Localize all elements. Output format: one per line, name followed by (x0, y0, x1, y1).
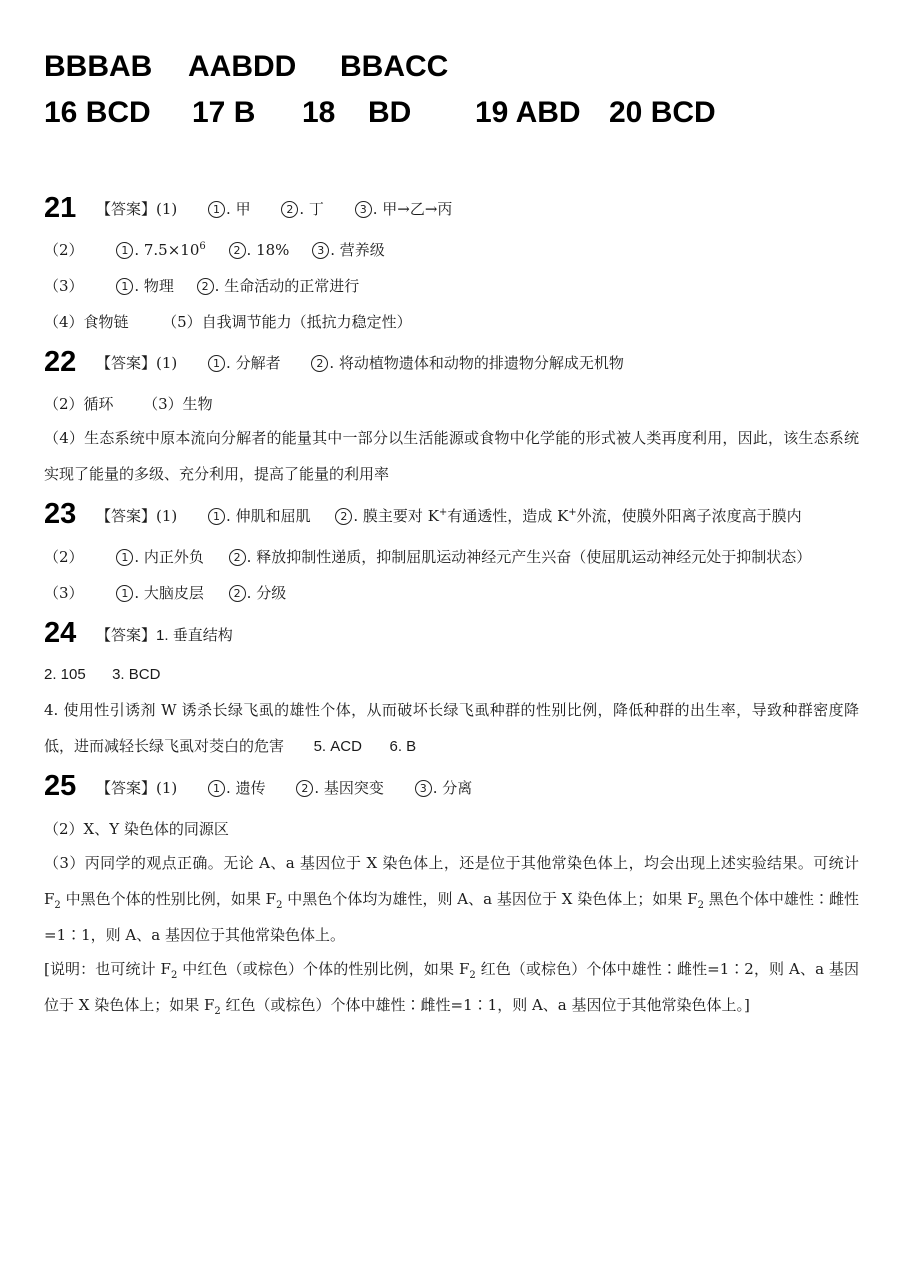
q21-2-a: 7.5×10 (143, 241, 200, 259)
q24-line3 (44, 692, 859, 765)
q24-line2 (44, 665, 160, 685)
subscript-2: 2 (54, 900, 61, 911)
circle-1-icon: 1 (208, 201, 225, 218)
q21-3-a: 物理 (143, 277, 174, 295)
q25-note-t2: 中红色（或棕色）个体的性别比例，如果 F (177, 960, 470, 978)
q22-number: 22 (44, 346, 77, 378)
q21-line2: （2） 1 . $7.5\times 10^6$ 2 . 18% 3 . 营养级 (44, 241, 385, 259)
q25-number: 25 (44, 770, 77, 802)
q25-note-t3: 红色（或棕色）个体中雄性∶雌性=1∶2，则 A、a 基因位于 X 染色体上；如果 F (44, 960, 859, 1014)
q21-2-a-exp: 6 (199, 241, 206, 252)
q23-1-b-mid: 有通透性，造成 K (447, 507, 569, 525)
q25-3-t4: 黑色个体中雄性∶雌性=1∶1，则 A、a 基因位于其他常染色体上。 (44, 890, 859, 944)
q25-line2: （2）X、Y 染色体的同源区 (44, 820, 229, 838)
q25-note-t1: [说明：也可统计 F (44, 960, 171, 978)
q23-number: 23 (44, 498, 77, 530)
q22-1-a: 分解者 (235, 354, 281, 372)
q25-line1: 【答案】(1) 1 . 遗传 2 . 基因突变 3 . 分离 (96, 779, 473, 797)
q23-2-b: 释放抑制性递质，抑制屈肌运动神经元产生兴奋（使屈肌运动神经元处于抑制状态） (256, 548, 812, 566)
q21-4: （4）食物链 (44, 313, 129, 331)
circle-2-icon: 2 (311, 355, 328, 372)
circle-1-icon: 1 (208, 355, 225, 372)
mc-q18-ans: BD (368, 96, 412, 129)
subscript-2: 2 (697, 900, 704, 911)
q25-3-t1: （3）丙同学的观点正确。无论 A、a 基因位于 X 染色体上，还是位于其他常染色体上，均会出现上述实验结果。可统计 F (44, 854, 859, 908)
circle-2-icon: 2 (229, 549, 246, 566)
q22-answer-label: 【答案】(1) (96, 354, 178, 372)
q23-1-b-post: 外流，使膜外阳离子浓度高于膜内 (576, 507, 802, 525)
subscript-2: 2 (276, 900, 283, 911)
circle-2-icon: 2 (229, 242, 246, 259)
q22-4: （4）生态系统中原本流向分解者的能量其中一部分以生活能源或食物中化学能的形式被人类再度利用，因此，该生态系统实现了能量的多级、充分利用，提高了能量的利用率 (44, 429, 859, 483)
q21-3-b: 生命活动的正常进行 (224, 277, 360, 295)
q21-number: 21 (44, 192, 77, 224)
q23-answer-label: 【答案】(1) (96, 507, 178, 525)
circle-2-icon: 2 (296, 780, 313, 797)
q23-line2: （2） 1 . 内正外负 2 . 释放抑制性递质，抑制屈肌运动神经元产生兴奋（使屈肌运动神经元处于抑制状态） (44, 548, 812, 566)
q23-1-b-sup2: + (568, 507, 577, 518)
circle-2-icon: 2 (281, 201, 298, 218)
q24-2: 2. 105 (44, 666, 86, 683)
q22-2: （2）循环 (44, 395, 114, 413)
subscript-2: 2 (170, 970, 178, 981)
q22-3: （3）生物 (143, 395, 213, 413)
q24-1: 1. 垂直结构 (156, 627, 233, 644)
circle-2-icon: 2 (335, 508, 352, 525)
q21-answer-label: 【答案】(1) (96, 200, 178, 218)
q21-1-b: 丁 (308, 200, 324, 218)
q23-1-b-sup: + (438, 507, 448, 518)
circle-3-icon: 3 (355, 201, 372, 218)
mc-q17: 17 B (192, 96, 256, 129)
q21-line1: 【答案】(1) 1 . 甲 2 . 丁 3 . 甲→乙→丙 (96, 200, 453, 218)
q23-3-label: （3） (44, 584, 84, 602)
q22-1-b: 将动植物遗体和动物的排遗物分解成无机物 (338, 354, 624, 372)
q25-3 (44, 845, 859, 953)
q21-1-a: 甲 (235, 200, 251, 218)
mc-q20: 20 BCD (609, 96, 716, 129)
q23-1-a: 伸肌和屈肌 (235, 507, 311, 525)
q21-2-c: 营养级 (339, 241, 385, 259)
q23-line3: （3） 1 . 大脑皮层 2 . 分级 (44, 584, 287, 602)
mc-q19: 19 ABD (475, 96, 581, 129)
circle-1-icon: 1 (208, 508, 225, 525)
q25-3-t2: 中黑色个体的性别比例，如果 F (60, 890, 277, 908)
circle-2-icon: 2 (197, 278, 214, 295)
q21-3-label: （3） (44, 277, 84, 295)
q25-1-a: 遗传 (235, 779, 266, 797)
q24-line1 (96, 625, 233, 646)
q25-1-c: 分离 (442, 779, 473, 797)
q21-2-b: 18% (256, 241, 290, 259)
mc-row1-group1: BBBAB (44, 50, 153, 83)
q23-2-a: 内正外负 (143, 548, 204, 566)
q21-1-c: 甲→乙→丙 (382, 200, 453, 218)
subscript-2: 2 (214, 1006, 221, 1017)
q21-line4 (44, 312, 412, 332)
q25-3-t3: 中黑色个体均为雄性，则 A、a 基因位于 X 染色体上；如果 F (282, 890, 698, 908)
q23-line1: 【答案】(1) 1 . 伸肌和屈肌 2 . 膜主要对 K+有通透性，造成 K+外流，使膜外阳离子浓度高于膜内 (96, 507, 802, 525)
mc-row1-group2: AABDD (188, 50, 297, 83)
mc-q16: 16 BCD (44, 96, 151, 129)
q23-3-b: 分级 (256, 584, 287, 602)
circle-1-icon: 1 (116, 242, 133, 259)
circle-2-icon: 2 (229, 585, 246, 602)
q23-1-b-pre: 膜主要对 K (362, 507, 439, 525)
q25-1-b: 基因突变 (323, 779, 384, 797)
circle-3-icon: 3 (415, 780, 432, 797)
q24-number: 24 (44, 617, 77, 649)
circle-1-icon: 1 (208, 780, 225, 797)
q22-line2 (44, 394, 213, 414)
mc-row1-group3: BBACC (340, 50, 449, 83)
q24-4: 4. 使用性引诱剂 W 诱杀长绿飞虱的雄性个体，从而破坏长绿飞虱种群的性别比例，降低种群的出生率，导致种群密度降低，进而减轻长绿飞虱对茭白的危害 (44, 701, 859, 755)
subscript-2: 2 (469, 970, 476, 981)
q24-3: 3. BCD (112, 666, 161, 683)
q24-answer-label: 【答案】 (96, 626, 157, 644)
q22-line1: 【答案】(1) 1 . 分解者 2 . 将动植物遗体和动物的排遗物分解成无机物 (96, 354, 624, 372)
q23-3-a: 大脑皮层 (143, 584, 204, 602)
q25-note-t4: 红色（或棕色）个体中雄性∶雌性=1∶1，则 A、a 基因位于其他常染色体上。] (220, 996, 750, 1014)
q24-5: 5. ACD (313, 738, 362, 755)
circle-3-icon: 3 (312, 242, 329, 259)
circle-1-icon: 1 (116, 278, 133, 295)
circle-1-icon: 1 (116, 585, 133, 602)
q21-2-label: （2） (44, 241, 84, 259)
q21-line3: （3） 1 . 物理 2 . 生命活动的正常进行 (44, 277, 360, 295)
circle-1-icon: 1 (116, 549, 133, 566)
mc-q18-num: 18 (302, 96, 336, 129)
q25-note (44, 951, 859, 1023)
q25-answer-label: 【答案】(1) (96, 779, 178, 797)
q23-2-label: （2） (44, 548, 84, 566)
q24-6: 6. B (389, 738, 417, 755)
q21-5: （5）自我调节能力（抵抗力稳定性） (162, 313, 412, 331)
